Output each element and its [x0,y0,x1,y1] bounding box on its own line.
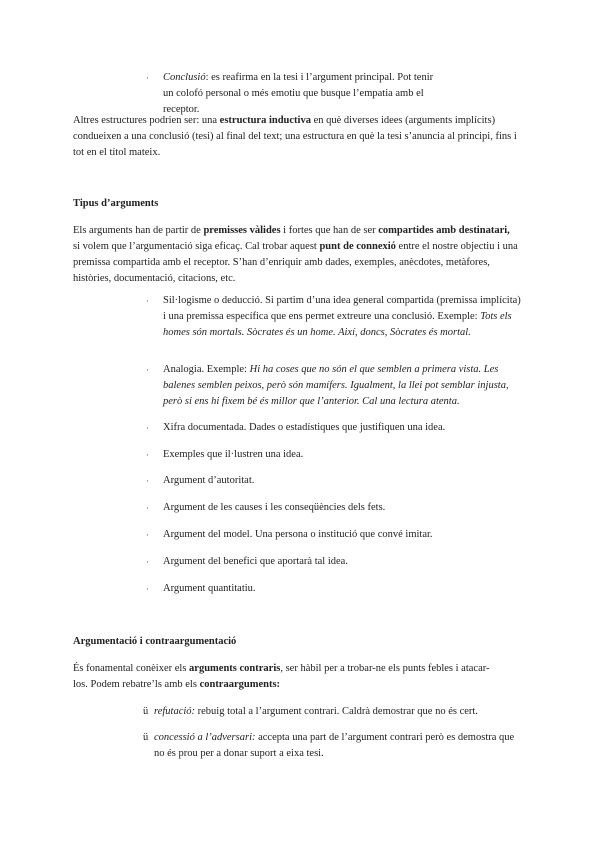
conclusio-body: : es reafirma en la tesi i l’argument principal. Pot tenir un colofó personal o més emotiu que busque l’empatia amb el receptor. [163,72,434,115]
contra-text-1: És fonamental conèixer els [73,663,190,674]
bullet-icon: · [146,296,149,306]
checkmark-icon: ü [143,706,149,717]
analogia-body: Analogia. Exemple: [163,364,250,375]
alt-text-1: Altres estructures podrien ser: una [73,115,220,126]
list-item [146,500,522,516]
list-item-text: Xifra documentada. Dades o estadístiques que justifiquen una idea. [163,422,446,433]
bullet-icon: · [146,73,149,83]
bullet-icon: · [146,584,149,594]
refutacio-label: refutació: [154,706,196,717]
concessio-text [143,730,523,762]
conclusio-text [146,70,446,118]
tipus-bold-3: punt de connexió [319,241,396,252]
list-item-text: Argument del model. Una persona o institució que convé imitar. [163,529,433,540]
tipus-text-1: Els arguments han de partir de [73,225,204,236]
list-item-sillogisme [146,293,522,341]
bullet-icon: · [146,365,149,375]
list-item-text: Exemples que il·lustren una idea. [163,449,304,460]
tipus-heading: Tipus d’arguments [73,198,159,209]
bullet-icon: · [146,450,149,460]
bullet-icon: · [146,503,149,513]
contra-bold-1: arguments contraris [189,663,281,674]
tipus-text-4: entre el nostre objectiu i una premissa compartida amb el receptor. S’han d’enriquir amb dades, exemples, anècdotes, metàfores, històries, documentació, citacions, etc. [73,241,518,284]
contra-item-concessio [143,730,523,762]
sillogisme-text [146,293,522,341]
analogia-text [146,362,522,410]
list-item-text: Argument del benefici que aportarà tal idea. [163,556,348,567]
bullet-icon: · [146,557,149,567]
contra-text-2: , ser hàbil per a trobar-ne els punts febles i atacar-los. Podem rebatre’ls amb els [73,663,490,690]
analogia-example: Hi ha coses que no són el que semblen a primera vista. Les balenes semblen peixos, però són mamífers. Igualment, la llei pot semblar injusta, però si ens hi fixem bé és millor que l’anterior. Cal una lectura atenta. [163,364,509,407]
alt-structures-paragraph [73,113,518,161]
bullet-icon: · [146,476,149,486]
concessio-label: concessió a l’adversari: [154,732,256,743]
contra-item-refutacio [143,704,523,720]
list-item-text: Argument de les causes i les conseqüències dels fets. [163,502,386,513]
conclusio-label: Conclusió [163,72,206,83]
bullet-icon: · [146,423,149,433]
sillogisme-example: Tots els homes són mortals. Sòcrates és un home. Així, doncs, Sòcrates és mortal. [163,311,512,338]
list-item [146,554,522,570]
tipus-text-3: si volem que l’argumentació siga eficaç. Cal trobar aquest [73,241,320,252]
list-item-analogia [146,362,522,410]
list-item [146,473,522,489]
conclusio-item [146,70,446,118]
list-item-text: Argument quantitatiu. [163,583,256,594]
checkmark-icon: ü [143,732,149,743]
contra-heading: Argumentació i contraargumentació [73,636,237,647]
contra-paragraph [73,661,493,693]
bullet-icon: · [146,530,149,540]
tipus-paragraph [73,223,518,287]
sillogisme-body: Sil·logisme o deducció. Si partim d’una idea general compartida (premissa implícita) i una premissa específica que ens permet extreure una conclusió. Exemple: [163,295,521,322]
list-item [146,420,522,436]
tipus-bold-1: premisses vàlides [203,225,281,236]
alt-bold-1: estructura inductiva [219,115,311,126]
list-item [146,447,522,463]
alt-text-2: en què diverses idees (arguments implícits) condueixen a una conclusió (tesi) al final del text; una estructura en què la tesi s’anuncia al principi, fins i tot en el títol mateix. [73,115,517,158]
tipus-bold-2: compartides amb destinatari, [378,225,510,236]
refutacio-body: rebuig total a l’argument contrari. Caldrà demostrar que no és cert. [195,706,478,717]
refutacio-text [143,704,523,720]
list-item [146,527,522,543]
concessio-body: accepta una part de l’argument contrari però es demostra que no és prou per a donar suport a eixa tesi. [154,732,515,759]
list-item-text: Argument d’autoritat. [163,475,255,486]
contra-bold-2: contraarguments: [199,679,281,690]
tipus-text-2: i fortes que han de ser [280,225,379,236]
list-item [146,581,522,597]
